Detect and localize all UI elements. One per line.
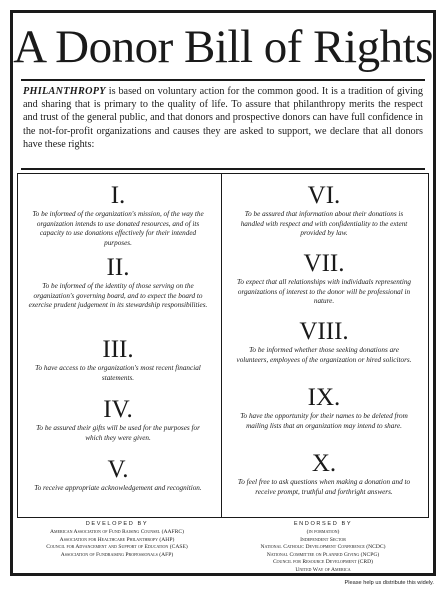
document-title: A Donor Bill of Rights xyxy=(13,21,433,73)
right-numeral: VI. xyxy=(307,182,341,209)
right-numeral: IX. xyxy=(307,384,341,411)
footer xyxy=(17,520,429,572)
endorsed-by-section xyxy=(223,520,423,575)
right-item xyxy=(224,384,424,431)
right-item xyxy=(224,450,424,497)
right-item xyxy=(18,182,218,248)
title-rule xyxy=(21,79,425,81)
right-text: To be assured that information about their donations is handled with respect and with confidentiality to the extent provided by law. xyxy=(240,210,408,238)
right-item xyxy=(224,318,424,365)
developer-org: Association for Healthcare Philanthropy (AHP) xyxy=(59,536,175,543)
intro-lead: PHILANTHROPY xyxy=(23,86,106,97)
right-text: To have access to the organization's most recent financial statements. xyxy=(35,364,201,382)
intro-text: is based on voluntary action for the common good. It is a tradition of giving and sharing that is primary to the quality of life. To assure that philanthropy merits the respect and trust of the general public, and that donors and prospective donors can have full confidence in the not-for-profit organizations and causes they are asked to support, we declare that all donors have these rights: xyxy=(23,86,423,150)
endorser-org: National Catholic Development Conference (NCDC) xyxy=(260,544,386,551)
right-numeral: I. xyxy=(110,182,126,209)
rights-box xyxy=(17,173,429,518)
developed-by-heading: DEVELOPED BY xyxy=(85,521,149,527)
developer-org: American Association of Fund Raising Counsel (AAFRC) xyxy=(49,529,184,535)
right-text: To receive appropriate acknowledgement and recognition. xyxy=(34,484,202,492)
right-numeral: IV. xyxy=(103,396,133,423)
right-numeral: X. xyxy=(311,450,337,477)
right-item xyxy=(18,456,218,494)
right-text: To feel free to ask questions when making a donation and to receive prompt, truthful and forthright answers. xyxy=(237,478,411,496)
right-item xyxy=(18,396,218,443)
intro-rule xyxy=(21,168,425,170)
right-numeral: VII. xyxy=(303,250,345,277)
right-item xyxy=(18,254,218,311)
right-item xyxy=(18,336,218,383)
endorsed-by-heading: ENDORSED BY xyxy=(293,521,353,527)
column-divider xyxy=(221,174,222,517)
right-text: To be informed of the organization's mission, of the way the organization intends to use donated resources, and of its capacity to use donations effectively for their intended purposes. xyxy=(32,210,204,247)
right-numeral: V. xyxy=(107,456,129,483)
developer-org: Council for Advancement and Support of Education (CASE) xyxy=(46,544,188,551)
rights-column-right xyxy=(224,174,424,517)
endorser-org: United Way of America xyxy=(295,566,351,573)
right-numeral: III. xyxy=(102,336,134,363)
endorser-org: Council for Resource Development (CRD) xyxy=(272,559,374,566)
developed-by-section xyxy=(17,520,217,559)
right-numeral: VIII. xyxy=(299,318,349,345)
right-text: To be assured their gifts will be used for the purposes for which they were given. xyxy=(36,424,200,442)
intro-paragraph xyxy=(23,85,423,151)
right-text: To be informed of the identity of those serving on the organization's governing board, and to expect the board to exercise prudent judgement in its stewardship responsibilities. xyxy=(28,282,208,310)
right-numeral: II. xyxy=(106,254,130,281)
endorser-org: Independent Sector xyxy=(300,536,346,543)
right-item xyxy=(224,250,424,307)
distribution-tagline: Please help us distribute this widely. xyxy=(344,580,434,586)
right-text: To be informed whether those seeking donations are volunteers, employees of the organization or hired solicitors. xyxy=(236,346,412,364)
right-item xyxy=(224,182,424,239)
right-text: To expect that all relationships with individuals representing organizations of interest to the donor will be professional in nature. xyxy=(236,278,412,306)
endorser-org: (in formation) xyxy=(306,529,340,535)
right-text: To have the opportunity for their names to be deleted from mailing lists that an organization may intend to share. xyxy=(240,412,408,430)
rights-column-left xyxy=(18,174,218,517)
document-frame xyxy=(10,10,436,576)
developer-org: Association of Fundraising Professionals (AFP) xyxy=(60,551,174,558)
endorser-org: National Committee on Planned Giving (NCPG) xyxy=(266,551,380,558)
